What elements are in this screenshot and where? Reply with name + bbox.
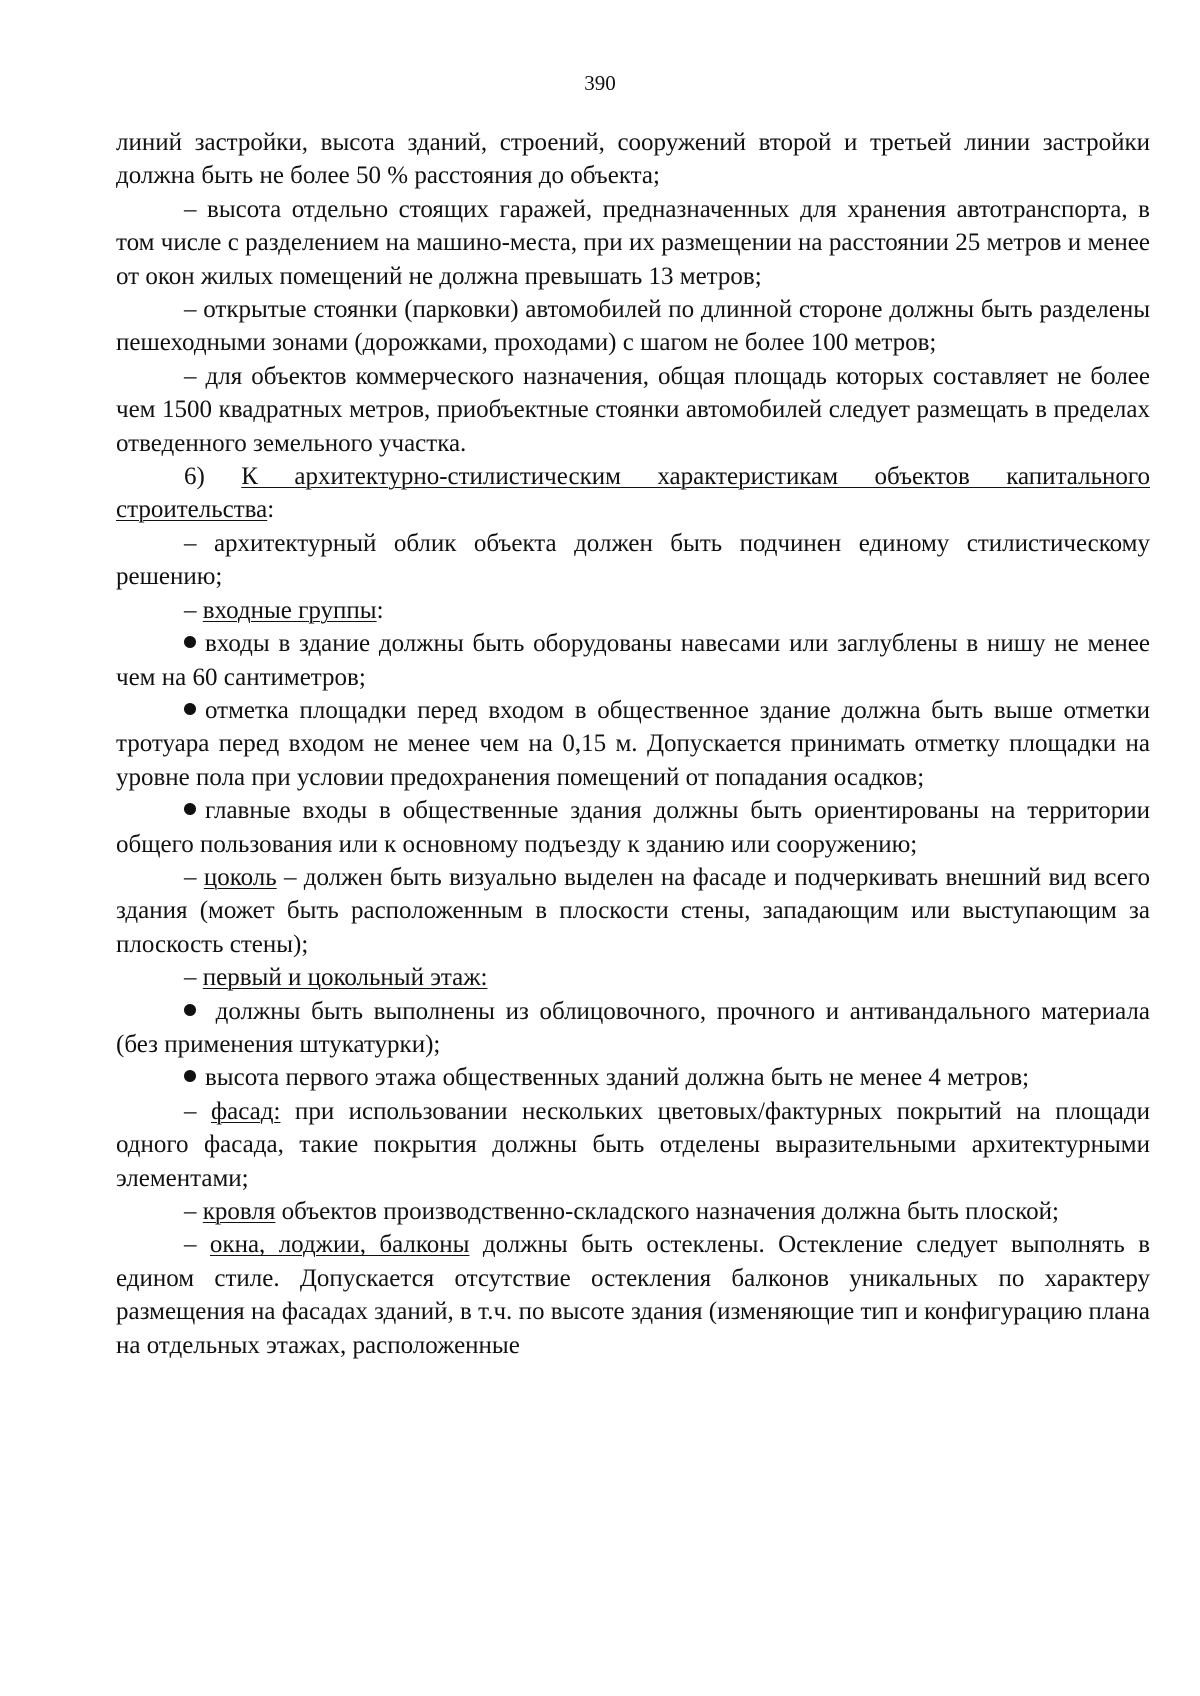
bullet-text: входы в здание должны быть оборудованы навесами или заглублены в нишу не менее чем на 60 сантиметров; [116, 630, 1150, 691]
bullet-item-main-entrances [116, 794, 1150, 861]
section-number: 6) [184, 463, 242, 491]
section-colon: : [267, 496, 275, 524]
paragraph-windows [116, 1228, 1150, 1362]
bullet-text: главные входы в общественные здания должны быть ориентированы на территории общего пользования или к основному подъезду к зданию или сооружению; [116, 797, 1150, 858]
roof-term: кровля [202, 1198, 276, 1225]
bullet-icon [184, 636, 196, 648]
bullet-item-entrance-canopies [116, 627, 1150, 694]
bullet-item-entrance-level [116, 694, 1150, 794]
first-floor-heading [116, 961, 1150, 994]
dash: – [184, 1097, 211, 1125]
bullet-item-cladding [116, 995, 1150, 1062]
bullet-text: должны быть выполнены из облицовочного, прочного и антивандального материала (без применения штукатурки); [116, 997, 1150, 1058]
dash: – [184, 1231, 210, 1259]
bullet-item-first-floor-height [116, 1061, 1150, 1094]
bullet-text: отметка площадки перед входом в общественное здание должна быть выше отметки тротуара перед входом не менее чем на 0,15 м. Допускается принимать отметку площадки на уровне пола при условии предохранения помещений от попадания осадков; [116, 696, 1150, 791]
section-6-heading [116, 460, 1150, 527]
section-title: К архитектурно-стилистическим характеристикам объектов капитального строительства [116, 463, 1150, 524]
entrance-groups-term: входные группы [202, 596, 377, 624]
paragraph-text: должны быть остеклены. Остекление следует выполнять в едином стиле. Допускается отсутствие остекления балконов уникальных по характеру размещения на фасадах зданий, в т.ч. по высоте здания (изменяющие тип и конфигурацию плана на отдельных этажах, расположенные [116, 1231, 1150, 1359]
paragraph-continuation: линий застройки, высота зданий, строений, сооружений второй и третьей линии застройки должна быть не более 50 % расстояния до объекта; [116, 129, 1150, 190]
bullet-icon [184, 803, 196, 815]
paragraph-garage-height: – высота отдельно стоящих гаражей, предназначенных для хранения автотранспорта, в том числе с разделением на машино-места, при их размещении на расстоянии 25 метров и менее от окон жилых помещений не должна превышать 13 метров; [116, 195, 1150, 290]
paragraph-text: объектов производственно-складского назначения должна быть плоской; [275, 1198, 1059, 1225]
first-floor-term: первый и цокольный этаж: [202, 964, 488, 992]
facade-term: фасад: [210, 1097, 281, 1125]
bullet-icon [184, 703, 196, 715]
dash: – [184, 964, 203, 992]
paragraph-text: – должен быть визуально выделен на фасаде и подчеркивать внешний вид всего здания (может быть расположенным в плоскости стены, западающим или выступающим за плоскость стены); [116, 863, 1150, 958]
dash: – [184, 863, 204, 891]
paragraph-plinth [116, 861, 1150, 961]
paragraph-commercial-parking: – для объектов коммерческого назначения, общая площадь которых составляет не более чем 1500 квадратных метров, приобъектные стоянки автомобилей следует размещать в пределах отведенного земельного участка. [116, 362, 1150, 457]
page-number: 390 [584, 71, 616, 95]
plinth-term: цоколь [203, 863, 277, 891]
paragraph-facade [116, 1095, 1150, 1195]
paragraph-text: при использовании нескольких цветовых/фактурных покрытий на площади одного фасада, такие покрытия должны быть отделены выразительными архитектурными элементами; [116, 1097, 1150, 1192]
bullet-icon [184, 1070, 196, 1082]
dash: – [184, 1198, 203, 1225]
entrance-groups-heading [116, 594, 1150, 627]
paragraph-open-parking: – открытые стоянки (парковки) автомобилей по длинной стороне должны быть разделены пешеходными зонами (дорожками, проходами) с шагом не более 100 метров; [116, 296, 1150, 357]
document-body [116, 126, 1150, 1362]
colon: : [376, 596, 384, 624]
windows-term: окна, лоджии, балконы [209, 1231, 470, 1259]
paragraph-roof [116, 1195, 1150, 1228]
bullet-icon [184, 1004, 196, 1016]
paragraph-architectural-style: – архитектурный облик объекта должен быть подчинен единому стилистическому решению; [116, 529, 1150, 591]
dash: – [184, 596, 203, 624]
bullet-text: высота первого этажа общественных зданий должна быть не менее 4 метров; [205, 1064, 1030, 1092]
